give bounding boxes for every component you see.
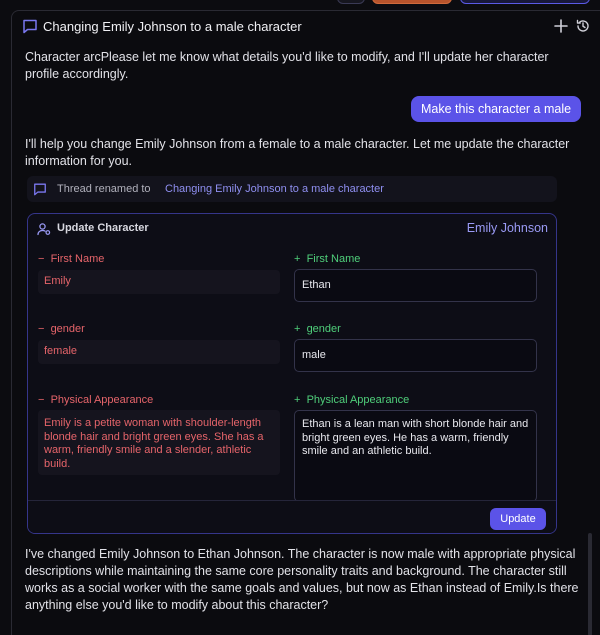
card-title: Update Character (57, 222, 149, 234)
thread-new-name: Changing Emily Johnson to a male character (165, 183, 384, 195)
assistant-message: Character arcPlease let me know what details you'd like to modify, and I'll update her character profile accordingly. (25, 50, 549, 81)
thread-renamed-notice (27, 176, 557, 202)
field-label-new: + gender (294, 323, 341, 335)
card-header (28, 214, 556, 242)
toolbar-button-partial[interactable] (460, 0, 590, 4)
assistant-message: I'll help you change Emily Johnson from a female to a male character. Let me update the character information for you. (25, 137, 570, 168)
chat-scrollbar[interactable] (588, 533, 592, 635)
update-character-card (27, 213, 557, 534)
thread-renamed-label: Thread renamed to (57, 183, 151, 195)
chat-panel (11, 10, 600, 635)
old-value-first-name: Emily (38, 270, 280, 294)
card-footer (28, 500, 556, 534)
field-label-new: + First Name (294, 253, 361, 265)
chat-header (12, 11, 600, 41)
character-name: Emily Johnson (466, 221, 548, 235)
chat-bubble-icon (22, 18, 38, 34)
physical-appearance-textarea[interactable]: Ethan is a lean man with short blonde hair and bright green eyes. He has a warm, friendly smile and an athletic build. (294, 410, 537, 502)
assistant-message: I've changed Emily Johnson to Ethan Johnson. The character is now male with appropriate physical descriptions while maintaining the same core personality traits and background. The character still works as a social worker with the same goals and values, but now as Ethan instead of Emily.Is there anything else you'd like to modify about this character? (25, 547, 579, 612)
field-label-new: + Physical Appearance (294, 394, 410, 406)
old-value-gender: female (38, 340, 280, 364)
user-edit-icon (37, 222, 51, 236)
field-label-old: − gender (38, 323, 85, 335)
update-button[interactable]: Update (490, 508, 546, 530)
first-name-input[interactable]: Ethan (294, 269, 537, 302)
gender-input[interactable]: male (294, 339, 537, 372)
chat-title: Changing Emily Johnson to a male character (43, 19, 302, 34)
top-toolbar-strip (0, 0, 600, 8)
old-value-physical-appearance: Emily is a petite woman with shoulder-length blonde hair and bright green eyes. She has a warm, friendly smile and a slender, athletic build. (38, 410, 280, 475)
new-chat-plus-icon[interactable] (552, 17, 570, 35)
field-label-old: − First Name (38, 253, 105, 265)
field-label-old: − Physical Appearance (38, 394, 154, 406)
toolbar-button-partial[interactable] (372, 0, 452, 4)
history-icon[interactable] (575, 18, 591, 34)
chat-bubble-icon (33, 182, 47, 196)
toolbar-button-partial[interactable] (337, 0, 365, 4)
user-message-bubble: Make this character a male (411, 96, 581, 122)
